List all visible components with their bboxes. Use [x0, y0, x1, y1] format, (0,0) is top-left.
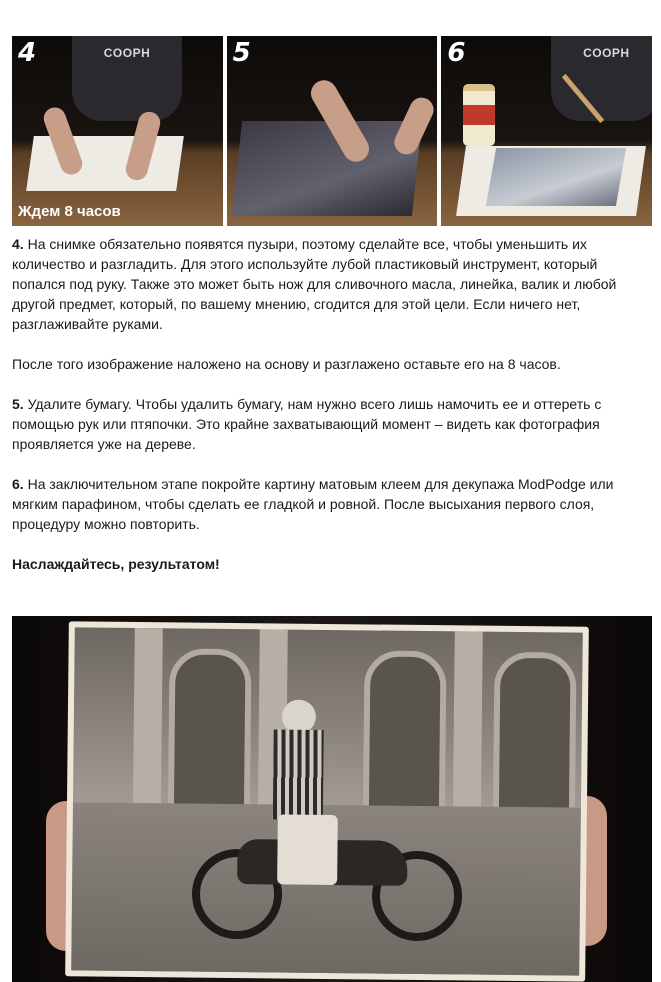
step-number-5: 5 — [232, 38, 251, 68]
step-5-text: Удалите бумагу. Чтобы удалить бумагу, нам нужно всего лишь намочить ее и оттереть с помощью рук или птяпочки. Это крайне захватывающий момент – видеть как фотография проявляется уже на дереве. — [12, 396, 602, 452]
rider-shirt — [273, 729, 324, 820]
finished-print — [486, 148, 626, 206]
result-photo — [12, 616, 652, 982]
step-4-photo — [12, 36, 223, 226]
step-6-text: На заключительном этапе покройте картину матовым клеем для декупажа ModPodge или мягким парафином, чтобы сделать ее гладкой и ровной. После высыхания первого слоя, процедуру можно повторить. — [12, 476, 614, 532]
step-4-number: 4. — [12, 236, 24, 252]
step-4-paragraph — [12, 234, 652, 334]
building-arch — [168, 648, 252, 811]
modpodge-jar — [463, 84, 495, 146]
instructions-text — [12, 234, 652, 594]
rider-legs — [277, 814, 338, 885]
step-4-text: На снимке обязательно появятся пузыри, поэтому сделайте все, чтобы уменьшить их количество и разгладить. Для этого используйте лубой пластиковый инструмент, который попался под руку. Также это может быть нож для сливочного масла, линейка, валик и любой другой предмет, который, по вашему мнению, сгодится для этой цели. Если ничего нет, разглаживайте руками. — [12, 236, 617, 332]
building-arch — [363, 650, 447, 813]
building-column — [133, 628, 163, 808]
jar-label — [463, 105, 495, 125]
building-column — [453, 631, 483, 811]
wait-paragraph: После того изображение наложено на основу и разглажено оставьте его на 8 часов. — [12, 356, 561, 372]
shirt-logo: COOPH — [103, 46, 151, 60]
wet-print — [232, 121, 422, 216]
shirt-logo: COOPH — [583, 46, 630, 60]
building-arch — [493, 652, 577, 815]
motorcycle-scene — [71, 627, 583, 975]
closing-line — [12, 554, 652, 574]
closing-text: Наслаждайтесь, результатом! — [12, 556, 220, 572]
step-6-number: 6. — [12, 476, 24, 492]
step-photo-strip — [12, 36, 652, 226]
wood-transfer-print — [65, 621, 589, 981]
step-6-paragraph — [12, 474, 652, 534]
person-shirt — [72, 36, 182, 121]
step-5-paragraph — [12, 394, 652, 454]
step-5-photo — [227, 36, 438, 226]
step-5-number: 5. — [12, 396, 24, 412]
step-number-6: 6 — [447, 38, 466, 68]
step-number-4: 4 — [18, 38, 37, 68]
wait-caption: Ждем 8 часов — [18, 203, 121, 220]
step-6-photo — [441, 36, 652, 226]
white-board — [26, 136, 184, 191]
